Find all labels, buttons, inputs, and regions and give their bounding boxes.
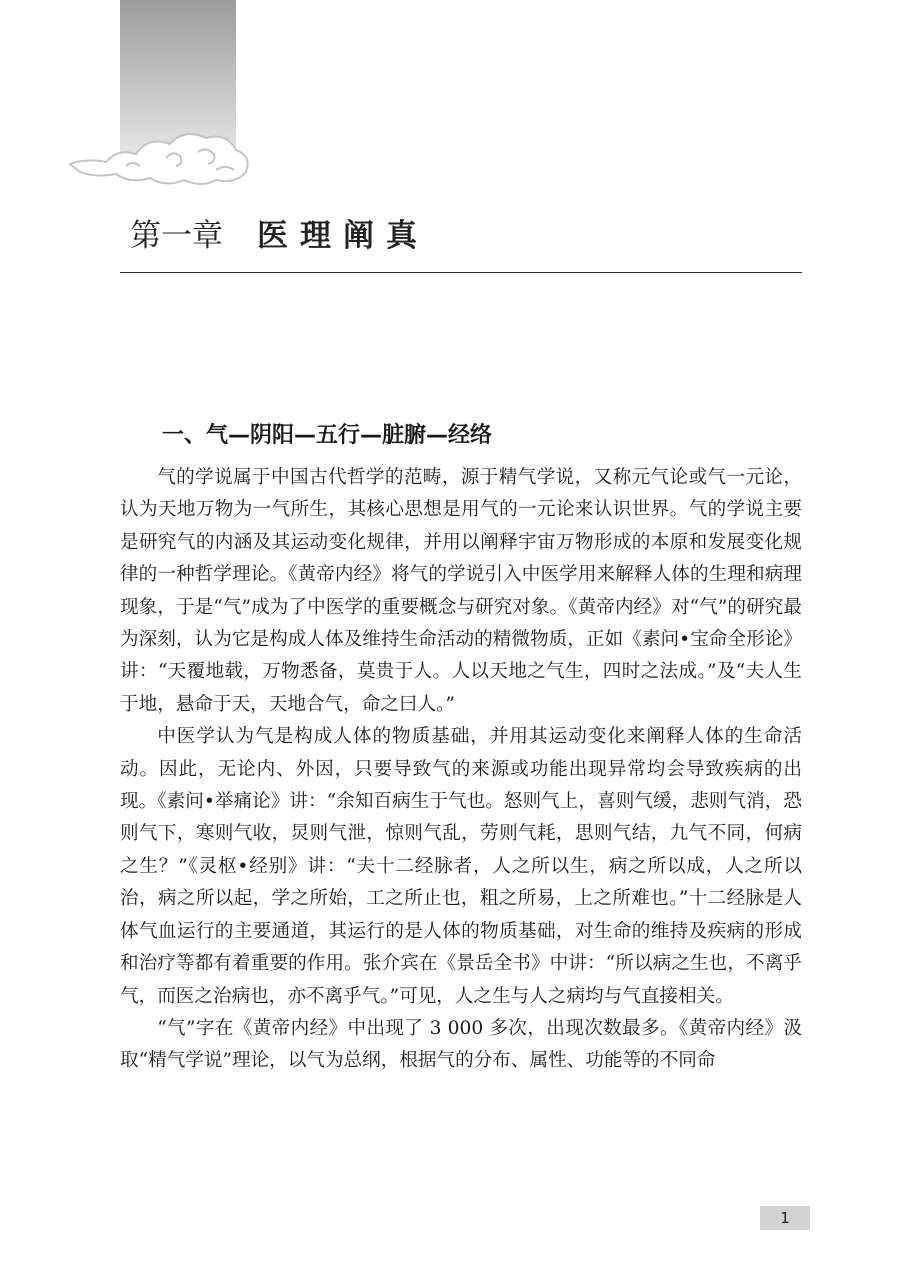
chapter-name: 医理阐真 bbox=[257, 218, 429, 254]
page-number: 1 bbox=[760, 1206, 810, 1230]
paragraph: “气”字在《黄帝内经》中出现了 3 000 多次，出现次数最多。《黄帝内经》汲取“精气学说”理论，以气为总纲，根据气的分布、属性、功能等的不同命 bbox=[120, 1017, 802, 1072]
title-divider bbox=[120, 272, 802, 273]
chapter-title bbox=[130, 210, 429, 255]
section-heading: 一、气—阴阳—五行—脏腑—经络 bbox=[162, 423, 493, 448]
body-text bbox=[120, 462, 802, 1078]
paragraph: 中医学认为气是构成人体的物质基础，并用其运动变化来阐释人体的生命活动。因此，无论内、外因，只要导致气的来源或功能出现异常均会导致疾病的出现。《素问•举痛论》讲：“余知百病生于气也。怒则气上，喜则气缓，悲则气消，恐则气下，寒则气收，炅则气泄，惊则气乱，劳则气耗，思则气结，九气不同，何病之生？”《灵枢•经别》讲：“夫十二经脉者，人之所以生，病之所以成，人之所以治，病之所以起，学之所始，工之所止也，粗之所易，上之所难也。”十二经脉是人体气血运行的主要通道，其运行的是人体的物质基础，对生命的维持及疾病的形成和治疗等都有着重要的作用。张介宾在《景岳全书》中讲：“所以病之生也，不离乎气，而医之治病也，亦不离乎气。”可见，人之生与人之病均与气直接相关。 bbox=[120, 726, 802, 1007]
cloud-ornament-icon bbox=[66, 118, 256, 190]
paragraph: 气的学说属于中国古代哲学的范畴，源于精气学说，又称元气论或气一元论，认为天地万物为一气所生，其核心思想是用气的一元论来认识世界。气的学说主要是研究气的内涵及其运动变化规律，并用以阐释宇宙万物形成的本原和发展变化规律的一种哲学理论。《黄帝内经》将气的学说引入中医学用来解释人体的生理和病理现象，于是“气”成为了中医学的重要概念与研究对象。《黄帝内经》对“气”的研究最为深刻，认为它是构成人体及维持生命活动的精微物质，正如《素问•宝命全形论》讲：“天覆地载，万物悉备，莫贵于人。人以天地之气生，四时之法成。”及“夫人生于地，悬命于天，天地合气，命之曰人。” bbox=[120, 467, 802, 715]
chapter-label: 第一章 bbox=[130, 218, 223, 254]
